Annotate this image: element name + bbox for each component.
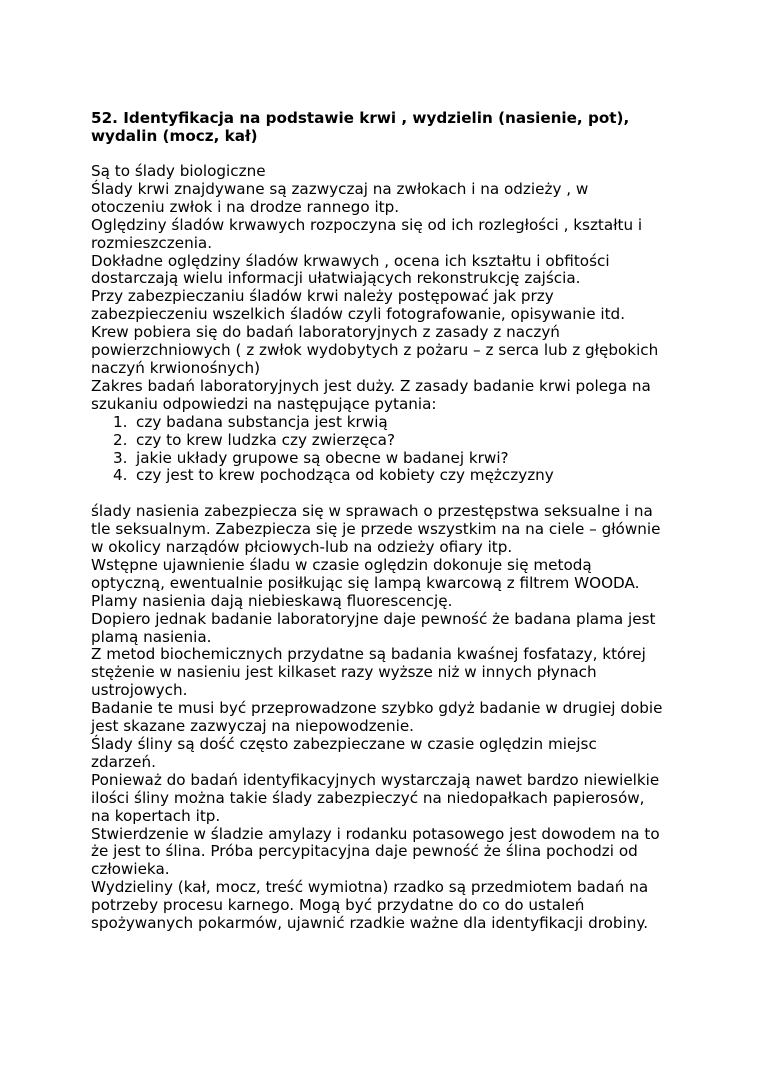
paragraph-line: Przy zabezpieczaniu śladów krwi należy postępować jak przy: [91, 287, 554, 306]
section-semen-saliva: [91, 503, 681, 933]
paragraph-line: że jest to ślina. Próba percypitacyjna daje pewność że ślina pochodzi od: [91, 842, 638, 861]
paragraph-line: tle seksualnym. Zabezpiecza się je przede wszystkim na na ciele – głównie: [91, 520, 661, 539]
section-blood: [91, 163, 681, 414]
list-item: [91, 414, 681, 432]
paragraph-line: na kopertach itp.: [91, 806, 221, 825]
title-line: wydalin (mocz, kał): [91, 127, 258, 145]
paragraph-line: stężenie w nasieniu jest kilkaset razy wyższe niż w innych płynach: [91, 663, 597, 682]
document-body: [91, 163, 681, 933]
paragraph-line: optyczną, ewentualnie posiłkując się lampą kwarcową z filtrem WOODA.: [91, 573, 640, 592]
paragraph-line: Z metod biochemicznych przydatne są badania kwaśnej fosfatazy, której: [91, 645, 646, 664]
paragraph-line: Plamy nasienia dają niebieskawą fluorescencję.: [91, 591, 453, 610]
list-item-text: czy to krew ludzka czy zwierzęca?: [136, 430, 396, 449]
spacer: [91, 145, 681, 163]
paragraph-line: jest skazane zazwyczaj na niepowodzenie.: [91, 717, 414, 736]
paragraph-line: Ślady śliny są dość często zabezpieczane w czasie oględzin miejsc: [91, 734, 597, 753]
paragraph-line: naczyń krwionośnych): [91, 358, 261, 377]
list-number: 2.: [113, 430, 128, 449]
questions-list: [91, 414, 681, 486]
document-page: [91, 109, 681, 933]
list-number: 3.: [113, 448, 128, 467]
paragraph-line: Dokładne oględziny śladów krwawych , ocena ich kształtu i obfitości: [91, 251, 610, 270]
paragraph-line: Wstępne ujawnienie śladu w czasie oględzin dokonuje się metodą: [91, 555, 592, 574]
paragraph-line: Badanie te musi być przeprowadzone szybko gdyż badanie w drugiej dobie: [91, 699, 663, 718]
paragraph-line: powierzchniowych ( z zwłok wydobytych z pożaru – z serca lub z głębokich: [91, 341, 659, 360]
title-line: 52. Identyfikacja na podstawie krwi , wydzielin (nasienie, pot),: [91, 109, 630, 127]
list-item: [91, 450, 681, 468]
paragraph-line: Ponieważ do badań identyfikacyjnych wystarczają nawet bardzo niewielkie: [91, 770, 660, 789]
paragraph-line: zdarzeń.: [91, 752, 156, 771]
paragraph-line: rozmieszczenia.: [91, 233, 213, 252]
list-item: [91, 432, 681, 450]
list-item: [91, 467, 681, 485]
paragraph-line: Krew pobiera się do badań laboratoryjnych z zasady z naczyń: [91, 323, 560, 342]
list-item-text: czy badana substancja jest krwią: [136, 412, 388, 431]
paragraph-line: szukaniu odpowiedzi na następujące pytania:: [91, 394, 437, 413]
paragraph-line: w okolicy narządów płciowych-lub na odzieży ofiary itp.: [91, 538, 513, 557]
document-title: [91, 109, 671, 145]
paragraph-line: Dopiero jednak badanie laboratoryjne daje pewność że badana plama jest: [91, 609, 656, 628]
list-item-text: jakie układy grupowe są obecne w badanej krwi?: [136, 448, 509, 467]
paragraph-line: ślady nasienia zabezpiecza się w sprawach o przestępstwa seksualne i na: [91, 502, 653, 521]
paragraph-line: człowieka.: [91, 860, 170, 879]
paragraph-line: spożywanych pokarmów, ujawnić rzadkie ważne dla identyfikacji drobiny.: [91, 914, 649, 933]
paragraph-line: plamą nasienia.: [91, 627, 212, 646]
paragraph-line: Są to ślady biologiczne: [91, 162, 266, 180]
paragraph-line: zabezpieczeniu wszelkich śladów czyli fotografowanie, opisywanie itd.: [91, 305, 626, 324]
paragraph-line: Oględziny śladów krwawych rozpoczyna się od ich rozległości , kształtu i: [91, 215, 643, 234]
list-item-text: czy jest to krew pochodząca od kobiety czy mężczyzny: [136, 466, 554, 485]
paragraph-line: ustrojowych.: [91, 681, 188, 700]
paragraph-line: ilości śliny można takie ślady zabezpieczyć na niedopałkach papierosów,: [91, 788, 645, 807]
paragraph-line: Ślady krwi znajdywane są zazwyczaj na zwłokach i na odzieży , w: [91, 179, 589, 198]
spacer: [91, 485, 681, 503]
list-number: 4.: [113, 466, 128, 485]
paragraph-line: otoczeniu zwłok i na drodze rannego itp.: [91, 197, 400, 216]
paragraph-line: dostarczają wielu informacji ułatwiających rekonstrukcję zajścia.: [91, 269, 581, 288]
paragraph-line: Stwierdzenie w śladzie amylazy i rodanku potasowego jest dowodem na to: [91, 824, 660, 843]
paragraph-line: Zakres badań laboratoryjnych jest duży. Z zasady badanie krwi polega na: [91, 376, 651, 395]
list-number: 1.: [113, 412, 128, 431]
paragraph-line: potrzeby procesu karnego. Mogą być przydatne do co do ustaleń: [91, 896, 585, 915]
paragraph-line: Wydzieliny (kał, mocz, treść wymiotna) rzadko są przedmiotem badań na: [91, 878, 649, 897]
